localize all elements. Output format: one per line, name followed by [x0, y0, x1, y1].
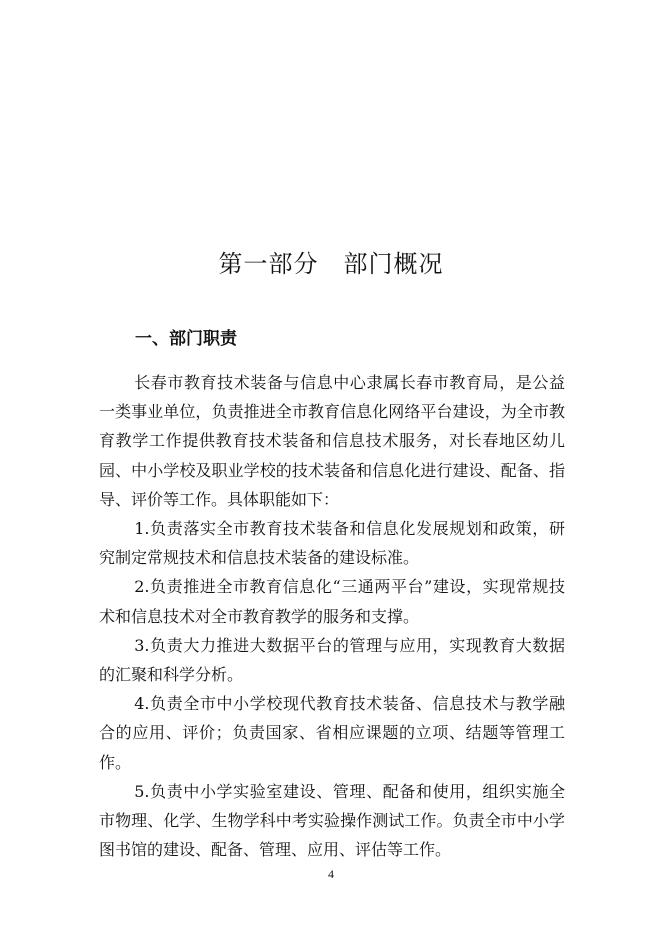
paragraph-duty-1: 1.负责落实全市教育技术装备和信息化发展规划和政策，研究制定常规技术和信息技术装备的建设标准。 — [99, 519, 565, 568]
page-title: 第一部分 部门概况 — [218, 250, 444, 278]
paragraph-intro: 长春市教育技术装备与信息中心隶属长春市教育局，是公益一类事业单位，负责推进全市教育信息化网络平台建设，为全市教育教学工作提供教育技术装备和信息技术服务，对长春地区幼儿园、中小学校及职业学校的技术装备和信息化进行建设、配备、指导、评价等工作。具体职能如下： — [99, 373, 565, 509]
paragraph-duty-4: 4.负责全市中小学校现代教育技术装备、信息技术与教学融合的应用、评价；负责国家、省相应课题的立项、结题等管理工作。 — [99, 694, 565, 772]
paragraph-duty-2: 2.负责推进全市教育信息化“三通两平台”建设，实现常规技术和信息技术对全市教育教学的服务和支撑。 — [99, 577, 565, 626]
section-heading: 一、部门职责 — [135, 329, 237, 349]
paragraph-duty-3: 3.负责大力推进大数据平台的管理与应用，实现教育大数据的汇聚和科学分析。 — [99, 635, 565, 685]
paragraph-duty-5: 5.负责中小学实验室建设、管理、配备和使用，组织实施全市物理、化学、生物学科中考实验操作测试工作。负责全市中小学图书馆的建设、配备、管理、应用、评估等工作。 — [99, 781, 565, 860]
body-text — [99, 368, 565, 864]
page-number: 4 — [328, 867, 334, 881]
